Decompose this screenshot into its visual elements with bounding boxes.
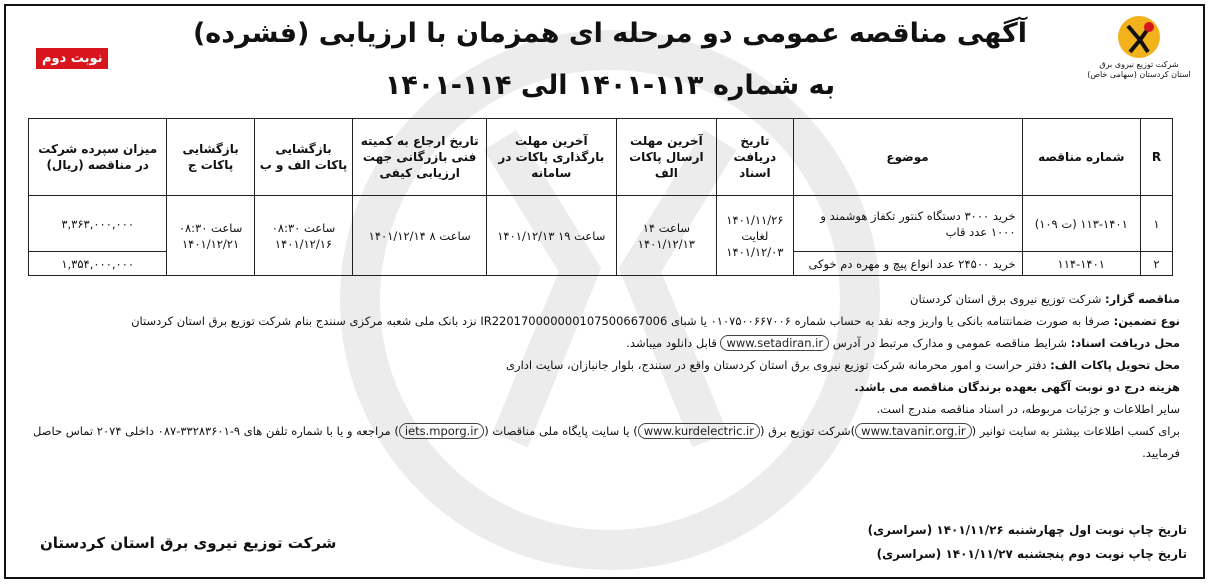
table-header-row	[29, 119, 1173, 196]
delivery-line	[30, 354, 1180, 376]
open-ab-cell: ساعت ۰۸:۳۰ ۱۴۰۱/۱۲/۱۶	[254, 196, 352, 276]
logo-line2: استان کردستان (سهامی خاص)	[1087, 70, 1191, 79]
tender-subject: خرید ۳۰۰۰ دستگاه کنتور تکفاز هوشمند و ۱۰۰۰ عدد قاب	[793, 196, 1022, 252]
row-number: ۱	[1140, 196, 1172, 252]
notice-title: آگهی مناقصه عمومی دو مرحله ای همزمان با ارزیابی (فشرده)	[192, 18, 1028, 49]
docs-label: محل دریافت اسناد:	[1070, 336, 1180, 350]
cost-note: هزینه درج دو نوبت آگهی بعهده برندگان مناقصه می باشد.	[854, 380, 1180, 394]
setadiran-link[interactable]: www.setadiran.ir	[720, 335, 829, 351]
col-return-committee: تاریخ ارجاع به کمیته فنی بازرگانی جهت ارزیابی کیفی	[353, 119, 487, 196]
receive-date-cell: ۱۴۰۱/۱۱/۲۶ لغایت ۱۴۰۱/۱۲/۰۳	[717, 196, 793, 276]
tavanir-link[interactable]: www.tavanir.org.ir	[855, 423, 971, 439]
other-info: سایر اطلاعات و جزئیات مربوطه، در اسناد مناقصه مندرج است.	[876, 402, 1180, 416]
guarantee-line	[30, 310, 1180, 332]
organizer-value: شرکت توزیع نیروی برق استان کردستان	[910, 292, 1102, 306]
upload-cell: ساعت ۱۹ ۱۴۰۱/۱۲/۱۳	[487, 196, 616, 276]
tender-subject: خرید ۲۴۵۰۰ عدد انواع پیچ و مهره دم خوکی	[793, 252, 1022, 276]
power-company-icon	[1116, 14, 1162, 60]
col-open-c: بازگشایی پاکات ج	[167, 119, 254, 196]
docs-line	[30, 332, 1180, 354]
organizer-label: مناقصه گزار:	[1105, 292, 1180, 306]
send-a-cell: ساعت ۱۴ ۱۴۰۱/۱۲/۱۳	[616, 196, 717, 276]
col-r: R	[1140, 119, 1172, 196]
more-info-part1: برای کسب اطلاعات بیشتر به سایت توانیر (	[971, 424, 1180, 438]
company-signature: شرکت توزیع نیروی برق استان کردستان	[40, 534, 337, 552]
kurdelectric-link[interactable]: www.kurdelectric.ir	[638, 423, 760, 439]
delivery-label: محل تحویل پاکات الف:	[1050, 358, 1180, 372]
more-info-part3: ) یا سایت پایگاه ملی مناقصات (	[484, 424, 638, 438]
iets-link[interactable]: iets.mporg.ir	[399, 423, 484, 439]
col-send-a: آخرین مهلت ارسال پاکات الف	[616, 119, 717, 196]
col-upload: آخرین مهلت بارگذاری پاکات در سامانه	[487, 119, 616, 196]
logo-line1: شرکت توزیع نیروی برق	[1099, 60, 1179, 69]
docs-value-before: شرایط مناقصه عمومی و مدارک مرتبط در آدرس	[832, 336, 1068, 350]
deposit-amount: ۱,۳۵۴,۰۰۰,۰۰۰	[29, 252, 167, 276]
organizer-line	[30, 288, 1180, 310]
tender-number: ۱۱۳-۱۴۰۱ (ت ۱۰۹)	[1022, 196, 1140, 252]
col-tender-no: شماره مناقصه	[1022, 119, 1140, 196]
tender-table	[28, 118, 1173, 276]
table-row	[29, 196, 1173, 252]
tender-number: ۱۱۴-۱۴۰۱	[1022, 252, 1140, 276]
open-c-cell: ساعت ۰۸:۳۰ ۱۴۰۱/۱۲/۲۱	[167, 196, 254, 276]
print-dates	[868, 518, 1187, 566]
more-info-part2: )شرکت توزیع برق (	[759, 424, 856, 438]
guarantee-label: نوع تضمین:	[1113, 314, 1180, 328]
company-logo	[1079, 14, 1199, 80]
col-deposit: میزان سپرده شرکت در مناقصه (ریال)	[29, 119, 167, 196]
guarantee-value: صرفا به صورت ضمانتنامه بانکی یا واریز وجه نقد به حساب شماره ۰۱۰۷۵۰۰۶۶۷۰۰۶ یا شبای IR220170000000107500667006 نزد بانک ملی شعبه مرکزی سنندج بنام شرکت توزیع برق استان کردستان	[131, 314, 1110, 328]
round-badge: نوبت دوم	[36, 48, 108, 69]
docs-value-after: قابل دانلود میباشد.	[626, 336, 717, 350]
delivery-value: دفتر حراست و امور محرمانه شرکت توزیع نیروی برق استان کردستان واقع در سنندج، بلوار جانبازان، سایت اداری	[506, 358, 1047, 372]
col-subject: موضوع	[793, 119, 1022, 196]
col-open-ab: بازگشایی پاکات الف و ب	[254, 119, 352, 196]
notice-subtitle: به شماره ۱۱۳-۱۴۰۱ الی ۱۱۴-۱۴۰۱	[384, 70, 836, 101]
row-number: ۲	[1140, 252, 1172, 276]
more-info-line	[30, 420, 1180, 464]
print-date-first: تاریخ چاپ نوبت اول چهارشنبه ۱۴۰۱/۱۱/۲۶ (سراسری)	[867, 523, 1187, 537]
print-date-second: تاریخ چاپ نوبت دوم پنجشنبه ۱۴۰۱/۱۱/۲۷ (سراسری)	[876, 547, 1187, 561]
deposit-amount: ۳,۳۶۳,۰۰۰,۰۰۰	[29, 196, 167, 252]
return-committee-cell: ساعت ۸ ۱۴۰۱/۱۲/۱۴	[353, 196, 487, 276]
col-receive-date: تاریخ دریافت اسناد	[717, 119, 793, 196]
notice-body	[30, 288, 1180, 464]
more-info-part4: ) مراجعه و یا با شماره تلفن های ۹-۳۳۲۸۳۶۰۱-۰۸۷ داخلی ۲۰۷۴ تماس حاصل فرمایید.	[33, 424, 1180, 460]
